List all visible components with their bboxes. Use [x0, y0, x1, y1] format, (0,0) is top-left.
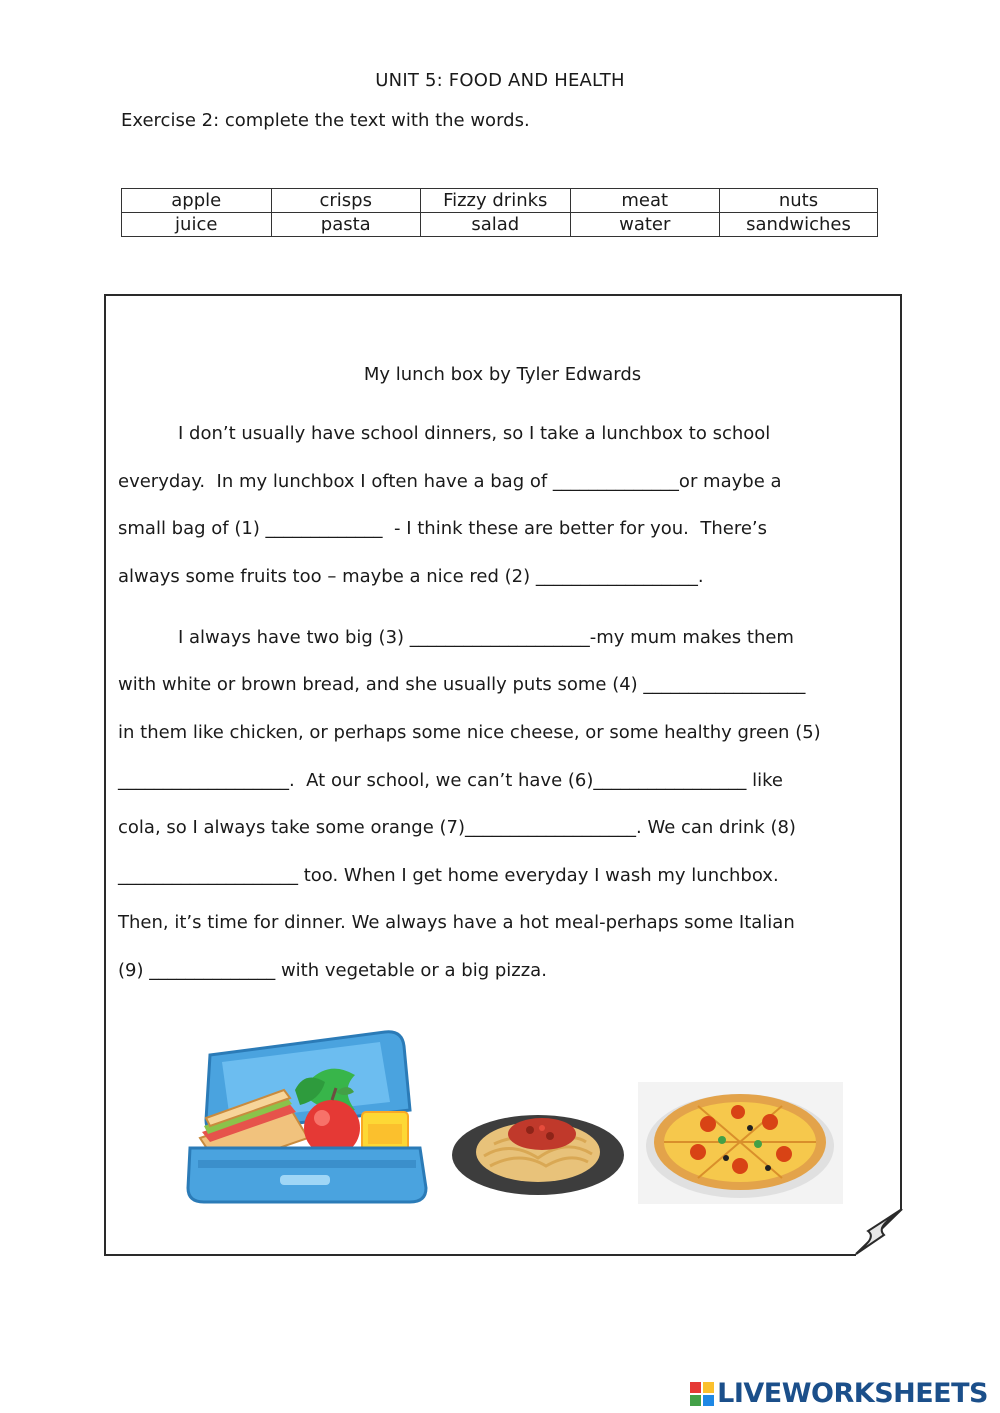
- story-line: ___________________. At our school, we can’t have (6)_________________ like: [118, 770, 783, 791]
- word-bank-cell: salad: [421, 213, 571, 237]
- word-bank-cell: water: [570, 213, 720, 237]
- story-line: everyday. In my lunchbox I often have a bag of ______________or maybe a: [118, 471, 782, 492]
- word-bank-cell: juice: [122, 213, 272, 237]
- exercise-instruction: Exercise 2: complete the text with the words.: [121, 110, 530, 131]
- spaghetti-plate-illustration: [450, 1100, 630, 1200]
- brand-name: LIVEWORKSHEETS: [717, 1378, 988, 1409]
- pizza-illustration: [638, 1082, 843, 1204]
- lunchbox-illustration: [180, 1020, 435, 1205]
- story-line: ____________________ too. When I get home everyday I wash my lunchbox.: [118, 865, 779, 886]
- word-bank-cell: nuts: [720, 189, 878, 213]
- page-title: UNIT 5: FOOD AND HEALTH: [375, 70, 625, 91]
- word-bank-table: [121, 188, 878, 237]
- word-bank-cell: crisps: [271, 189, 421, 213]
- story-line: (9) ______________ with vegetable or a big pizza.: [118, 960, 547, 981]
- story-line: in them like chicken, or perhaps some nice cheese, or some healthy green (5): [118, 722, 821, 743]
- liveworksheets-logo-icon: [690, 1382, 714, 1406]
- word-bank-row: [122, 189, 878, 213]
- word-bank-cell: meat: [570, 189, 720, 213]
- story-title: My lunch box by Tyler Edwards: [363, 364, 642, 385]
- story-line: I don’t usually have school dinners, so I take a lunchbox to school: [178, 423, 771, 444]
- story-line: small bag of (1) _____________ - I think these are better for you. There’s: [118, 518, 767, 539]
- story-line: I always have two big (3) ____________________-my mum makes them: [178, 627, 794, 648]
- page-curl-icon: [854, 1207, 904, 1257]
- word-bank-cell: Fizzy drinks: [421, 189, 571, 213]
- word-bank-cell: apple: [122, 189, 272, 213]
- word-bank-cell: pasta: [271, 213, 421, 237]
- story-line: with white or brown bread, and she usually puts some (4) __________________: [118, 674, 806, 695]
- story-line: cola, so I always take some orange (7)___________________. We can drink (8): [118, 817, 796, 838]
- story-frame-bottom-edge: [104, 1254, 856, 1256]
- story-line: always some fruits too – maybe a nice red (2) __________________.: [118, 566, 704, 587]
- word-bank-row: [122, 213, 878, 237]
- story-frame-right-edge: [900, 294, 902, 1209]
- story-line: Then, it’s time for dinner. We always have a hot meal-perhaps some Italian: [118, 912, 795, 933]
- brand-footer: [690, 1378, 988, 1409]
- word-bank-cell: sandwiches: [720, 213, 878, 237]
